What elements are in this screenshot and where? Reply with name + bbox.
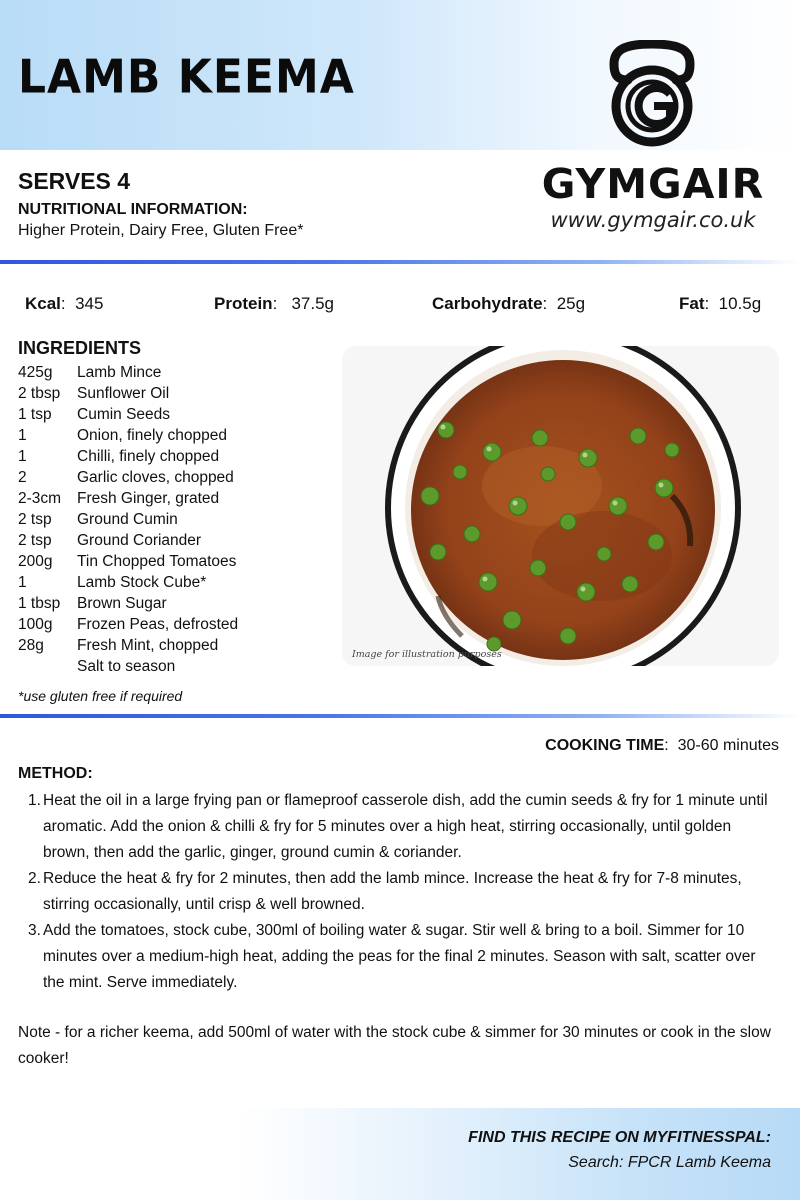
ingredient-row <box>18 532 338 553</box>
ingredient-name: Sunflower Oil <box>77 385 170 402</box>
ingredient-row <box>18 448 338 469</box>
ingredient-row <box>18 364 338 385</box>
recipe-title: LAMB KEEMA <box>18 50 355 105</box>
ingredient-qty: 1 tsp <box>18 406 52 423</box>
ingredient-qty: 1 <box>18 427 27 444</box>
ingredient-qty: 2 <box>18 469 27 486</box>
macro-label: Kcal <box>25 294 61 313</box>
ingredient-qty: 28g <box>18 637 44 654</box>
method-heading: METHOD: <box>18 765 93 782</box>
ingredient-name: Fresh Ginger, grated <box>77 490 220 507</box>
ingredient-qty: 200g <box>18 553 53 570</box>
gymgair-logo <box>522 40 784 235</box>
brand-name: GYMGAIR <box>541 160 765 208</box>
ingredient-row <box>18 658 338 679</box>
macro-value: 25g <box>556 294 586 313</box>
ingredients-footnote: *use gluten free if required <box>18 688 183 704</box>
ingredient-name: Ground Cumin <box>77 511 178 528</box>
method-steps <box>28 788 778 996</box>
macro-label: Carbohydrate <box>432 294 543 313</box>
ingredient-qty: 1 tbsp <box>18 595 61 612</box>
ingredient-row <box>18 427 338 448</box>
method-step <box>28 918 778 996</box>
ingredient-row <box>18 511 338 532</box>
ingredient-name: Tin Chopped Tomatoes <box>77 553 237 570</box>
step-number: 3. <box>28 922 41 939</box>
step-number: 1. <box>28 792 41 809</box>
ingredient-qty: 1 <box>18 448 27 465</box>
macro-label: Protein <box>214 294 273 313</box>
ingredient-row <box>18 406 338 427</box>
ingredient-name: Fresh Mint, chopped <box>77 637 219 654</box>
ingredient-row <box>18 385 338 406</box>
ingredient-name: Cumin Seeds <box>77 406 171 423</box>
ingredient-name: Lamb Stock Cube* <box>77 574 207 591</box>
step-text: Heat the oil in a large frying pan or flameproof casserole dish, add the cumin seeds & fry for 1 minute until aromatic. Add the onion & chilli & fry for 5 minutes over a high heat, stirring occasionally, until golden brown, then add the garlic, ginger, ground cumin & coriander. <box>43 792 768 861</box>
cooking-time-label: COOKING TIME <box>545 737 665 754</box>
ingredient-qty: 425g <box>18 364 53 381</box>
brand-url: www.gymgair.co.uk <box>550 208 756 232</box>
keema-bowl-image <box>342 346 779 666</box>
step-number: 2. <box>28 870 41 887</box>
step-text: Add the tomatoes, stock cube, 300ml of boiling water & sugar. Stir well & bring to a boil. Simmer for 10 minutes over a medium-high heat, adding the peas for the final 2 minutes. Season with salt, scatter over the mint. Serve immediately. <box>43 922 756 991</box>
ingredient-name: Garlic cloves, chopped <box>77 469 234 486</box>
macro-value: 37.5g <box>291 294 335 313</box>
ingredient-row <box>18 574 338 595</box>
ingredient-qty: 2 tsp <box>18 532 52 549</box>
ingredient-row <box>18 595 338 616</box>
macro-kcal: Kcal: 345 <box>25 294 104 313</box>
ingredient-qty: 2-3cm <box>18 490 62 507</box>
ingredient-qty: 2 tbsp <box>18 385 61 402</box>
ingredient-name: Brown Sugar <box>77 595 167 612</box>
ingredient-name: Salt to season <box>77 658 176 675</box>
macro-protein: Protein: 37.5g <box>214 294 335 313</box>
footer-myfitnesspal: FIND THIS RECIPE ON MYFITNESSPAL: <box>468 1129 771 1146</box>
ingredient-row <box>18 490 338 511</box>
kettlebell-g-icon <box>604 40 700 148</box>
cooking-time-value: 30-60 minutes <box>677 737 779 754</box>
ingredient-row <box>18 637 338 658</box>
middle-divider <box>0 714 800 718</box>
macro-fat: Fat: 10.5g <box>679 294 762 313</box>
ingredient-qty: 1 <box>18 574 27 591</box>
method-note: Note - for a richer keema, add 500ml of water with the stock cube & simmer for 30 minutes or cook in the slow cooker! <box>18 1024 771 1067</box>
nutrition-label: NUTRITIONAL INFORMATION: <box>18 201 248 218</box>
footer-search: Search: FPCR Lamb Keema <box>568 1154 771 1171</box>
serves-heading: SERVES 4 <box>18 168 131 194</box>
ingredient-row <box>18 616 338 637</box>
method-step <box>28 866 778 918</box>
method-step <box>28 788 778 866</box>
ingredient-qty: 100g <box>18 616 53 633</box>
ingredient-row <box>18 469 338 490</box>
cooking-time: COOKING TIME: 30-60 minutes <box>545 737 779 754</box>
recipe-photo <box>342 346 779 666</box>
photo-caption: Image for illustration purposes <box>352 649 502 660</box>
ingredient-row <box>18 553 338 574</box>
ingredient-name: Onion, finely chopped <box>77 427 227 444</box>
step-text: Reduce the heat & fry for 2 minutes, then add the lamb mince. Increase the heat & fry for 7-8 minutes, stirring occasionally, until crisp & well browned. <box>43 870 742 913</box>
macro-value: 345 <box>75 294 104 313</box>
macro-label: Fat <box>679 294 705 313</box>
ingredient-qty: 2 tsp <box>18 511 52 528</box>
ingredient-name: Chilli, finely chopped <box>77 448 220 465</box>
macro-carbohydrate: Carbohydrate: 25g <box>432 294 586 313</box>
top-divider <box>0 260 800 264</box>
ingredient-name: Frozen Peas, defrosted <box>77 616 239 633</box>
ingredient-name: Lamb Mince <box>77 364 162 381</box>
ingredients-heading: INGREDIENTS <box>18 338 142 358</box>
nutrition-value: Higher Protein, Dairy Free, Gluten Free* <box>18 222 304 239</box>
macro-value: 10.5g <box>718 294 762 313</box>
ingredient-name: Ground Coriander <box>77 532 202 549</box>
